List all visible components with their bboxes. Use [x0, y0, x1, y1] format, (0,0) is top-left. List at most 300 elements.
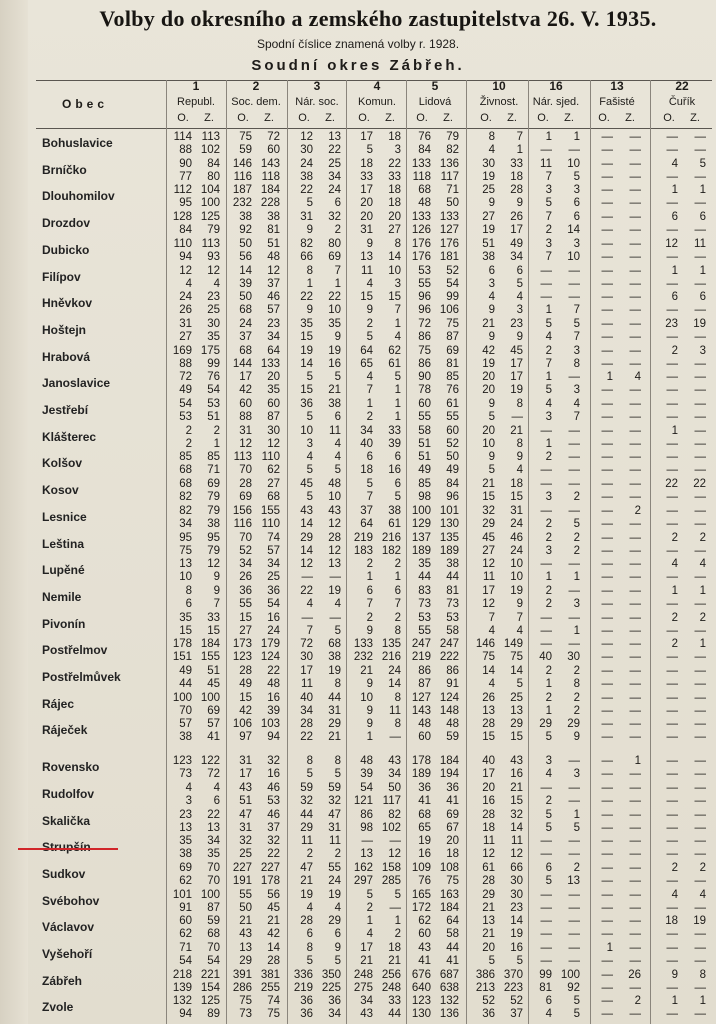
vote-1935-zeme: — — [694, 808, 706, 821]
vote-1928-okres: 31 — [239, 821, 252, 834]
vote-1928-zeme: 25 — [267, 571, 280, 584]
vote-1935-okres: 5 — [366, 888, 373, 901]
vote-1935-zeme: 135 — [381, 638, 401, 651]
vote-1935-okres: 27 — [482, 211, 495, 224]
vote-1935-okres: — — [601, 691, 613, 704]
vote-1935-okres: 2 — [366, 317, 373, 330]
vote-1928-okres: — — [601, 704, 613, 717]
vote-1928-okres: 6 — [185, 597, 192, 610]
vote-1935-okres: 52 — [482, 995, 495, 1008]
vote-1928-okres: 49 — [239, 678, 252, 690]
vote-1935-zeme: — — [629, 691, 641, 704]
vote-1935-zeme: — — [629, 157, 641, 170]
vote-1928-zeme: 182 — [381, 544, 401, 557]
vote-1935-okres: — — [540, 638, 552, 651]
vote-1928-okres: — — [601, 678, 613, 690]
vote-1928-okres: 7 — [366, 491, 373, 504]
vote-1928-zeme: — — [568, 848, 580, 861]
vote-1928-okres: 640 — [411, 981, 431, 994]
vote-1935-okres: 100 — [172, 691, 192, 704]
vote-1935-okres: 36 — [300, 398, 313, 410]
vote-1928-zeme: 24 — [510, 544, 523, 557]
vote-1928-zeme: 67 — [446, 821, 459, 834]
vote-1928-zeme: 94 — [267, 731, 280, 744]
vote-1928-okres: — — [666, 330, 678, 343]
vote-1935-zeme: 19 — [328, 665, 341, 677]
vote-1928-zeme: 9 — [516, 597, 523, 610]
vote-1935-okres: 68 — [239, 344, 252, 357]
vote-1928-zeme: 2 — [573, 491, 580, 504]
vote-1935-okres: 1 — [606, 942, 613, 954]
vote-1935-okres: 187 — [232, 184, 252, 197]
vote-1928-okres: 144 — [232, 357, 252, 370]
vote-1935-zeme: 100 — [200, 888, 220, 901]
vote-1935-zeme: 43 — [388, 755, 401, 768]
vote-1935-zeme: 101 — [439, 504, 459, 517]
vote-1928-zeme: — — [629, 197, 641, 210]
vote-1928-zeme: — — [694, 491, 706, 504]
vote-1928-zeme: 52 — [446, 437, 459, 450]
vote-1935-zeme: 47 — [328, 808, 341, 821]
vote-1928-zeme: — — [694, 955, 706, 967]
vote-1935-okres: 49 — [179, 665, 192, 677]
vote-1935-okres: — — [601, 531, 613, 544]
vote-1935-zeme: 10 — [388, 264, 401, 277]
vote-1928-zeme: 148 — [439, 704, 459, 717]
vote-1928-okres: 38 — [179, 848, 192, 861]
vote-1928-okres: — — [666, 277, 678, 290]
vote-1935-okres: 113 — [233, 451, 252, 464]
vote-1935-okres: — — [666, 398, 678, 410]
vote-1928-okres: 10 — [179, 571, 192, 584]
vote-1935-zeme: 4 — [699, 888, 706, 901]
vote-1928-zeme: 6 — [573, 197, 580, 210]
vote-1928-zeme: 61 — [388, 517, 401, 530]
vote-1928-okres: — — [601, 277, 613, 290]
vote-1935-okres: 36 — [239, 584, 252, 597]
vote-1935-okres: — — [666, 781, 678, 794]
vote-1935-okres: 28 — [482, 808, 495, 821]
vote-1928-zeme: 37 — [510, 1008, 523, 1021]
vote-1928-okres: 55 — [418, 277, 431, 290]
vote-1928-okres: 6 — [306, 928, 313, 941]
vote-1928-zeme: 61 — [388, 357, 401, 370]
vote-1935-zeme: 2 — [213, 424, 220, 437]
vote-1928-okres: 2 — [366, 411, 373, 423]
vote-1935-okres: 20 — [482, 781, 495, 794]
vote-1935-zeme: — — [568, 942, 580, 954]
vote-1928-okres: — — [666, 901, 678, 914]
vote-1928-okres: 69 — [239, 491, 252, 504]
vote-1928-zeme: — — [629, 277, 641, 290]
vote-1928-zeme: — — [694, 357, 706, 370]
vote-1935-okres: 6 — [488, 264, 495, 277]
party-number-8: 13 — [610, 79, 624, 93]
vote-1935-okres: 2 — [671, 531, 678, 544]
vote-1935-zeme: 30 — [510, 888, 523, 901]
vote-1928-okres: — — [540, 277, 552, 290]
vote-1928-zeme: 178 — [260, 874, 280, 887]
municipality-name: Nemile — [42, 589, 82, 604]
vote-1935-zeme: 24 — [328, 184, 341, 197]
vote-1935-okres: 72 — [418, 317, 431, 330]
vote-1928-zeme: — — [629, 144, 641, 156]
vote-1928-okres: — — [540, 928, 552, 941]
vote-1935-okres: 85 — [418, 478, 431, 491]
vote-1928-okres: 5 — [366, 330, 373, 343]
vote-1935-zeme: 5 — [394, 371, 401, 384]
vote-1928-okres: 129 — [411, 517, 431, 530]
vote-1928-zeme: 79 — [207, 491, 220, 504]
vote-1935-zeme: 74 — [267, 995, 280, 1008]
vote-1935-zeme: — — [629, 317, 641, 330]
vote-1935-zeme: 2 — [573, 531, 580, 544]
vote-1935-zeme: — — [694, 504, 706, 517]
vote-1935-okres: 96 — [418, 291, 431, 304]
vote-1928-zeme: 117 — [382, 794, 401, 807]
vote-1935-zeme: 31 — [510, 504, 523, 517]
vote-1928-zeme: 28 — [267, 955, 280, 967]
vote-1935-okres: 4 — [306, 451, 313, 464]
vote-1935-zeme: 44 — [328, 691, 341, 704]
vote-1935-okres: 17 — [360, 942, 373, 954]
vote-1935-zeme: 70 — [207, 942, 220, 954]
vote-1928-okres: 81 — [539, 981, 552, 994]
vote-1935-zeme: — — [568, 451, 580, 464]
vote-1935-okres: 133 — [353, 638, 373, 651]
vote-1928-zeme: 5 — [516, 678, 523, 690]
vote-1928-okres: 34 — [300, 704, 313, 717]
vote-1935-okres: — — [540, 835, 552, 848]
vote-1928-okres: 219 — [293, 981, 313, 994]
vote-1935-zeme: 143 — [260, 157, 280, 170]
vote-1928-okres: 60 — [418, 928, 431, 941]
vote-1935-zeme: 46 — [510, 531, 523, 544]
vote-1935-zeme: 2 — [573, 665, 580, 677]
vote-1935-zeme: 5 — [573, 995, 580, 1008]
vote-1928-zeme: 6 — [334, 411, 341, 423]
vote-1935-zeme: 33 — [510, 157, 523, 170]
vote-1928-zeme: 8 — [573, 357, 580, 370]
vote-1935-zeme: 33 — [207, 611, 220, 624]
vote-1928-zeme: 5 — [573, 1008, 580, 1021]
vote-1928-zeme: 4 — [334, 437, 341, 450]
vote-1935-zeme: 53 — [207, 398, 220, 410]
vote-1928-zeme: 10 — [328, 491, 341, 504]
vote-1928-zeme: — — [629, 571, 641, 584]
vote-1935-zeme: 50 — [388, 781, 401, 794]
vote-1935-okres: — — [540, 888, 552, 901]
municipality-name: Lesnice — [42, 509, 87, 524]
vote-1928-okres: 52 — [239, 544, 252, 557]
vote-1928-zeme: 14 — [388, 678, 401, 690]
vote-1928-okres: — — [601, 170, 613, 183]
vote-1935-okres: — — [666, 371, 678, 384]
vote-1928-okres: 1 — [545, 437, 552, 450]
vote-1935-okres: — — [540, 478, 552, 491]
vote-1928-zeme: — — [629, 794, 641, 807]
vote-1928-zeme: 89 — [207, 1008, 220, 1021]
vote-1935-zeme: 14 — [510, 915, 523, 928]
vote-1928-zeme: 5 — [516, 955, 523, 967]
vote-1928-zeme: 24 — [328, 874, 341, 887]
vote-1928-okres: — — [666, 597, 678, 610]
vote-1928-okres: — — [601, 384, 613, 397]
vote-1935-okres: 53 — [418, 611, 431, 624]
vote-1928-okres: 34 — [179, 517, 192, 530]
vote-1928-okres: 68 — [179, 464, 192, 477]
vote-1935-zeme: 5 — [394, 888, 401, 901]
municipality-name: Leština — [42, 536, 85, 551]
vote-1935-zeme: 20 — [267, 371, 280, 384]
vote-1935-okres: 8 — [488, 131, 495, 143]
vote-1928-okres: 18 — [482, 821, 495, 834]
vote-1928-zeme: 79 — [207, 544, 220, 557]
vote-1935-okres: 64 — [360, 344, 373, 357]
vote-1935-okres: 4 — [671, 157, 678, 170]
vote-1935-zeme: 34 — [207, 835, 220, 848]
vote-1935-zeme: 11 — [329, 424, 341, 437]
vote-1928-okres: — — [601, 144, 613, 156]
vote-1928-okres: 84 — [179, 224, 192, 237]
vote-1928-okres: 5 — [545, 197, 552, 210]
vote-1935-zeme: 350 — [321, 968, 341, 981]
vote-1935-okres: 36 — [300, 995, 313, 1008]
page-left-edge — [0, 0, 28, 1024]
vote-1928-zeme: 34 — [328, 170, 341, 183]
vote-1935-okres: 386 — [475, 968, 495, 981]
vote-1928-okres: 31 — [360, 224, 373, 237]
vote-1935-okres: 123 — [411, 995, 431, 1008]
vote-1935-okres: — — [666, 718, 678, 731]
vote-1928-okres: 87 — [418, 678, 431, 690]
vote-1935-okres: 90 — [179, 157, 192, 170]
vote-1928-zeme: 130 — [439, 517, 459, 530]
vote-1928-zeme: 1 — [394, 571, 401, 584]
vote-1935-zeme: 19 — [693, 915, 706, 928]
vote-1935-zeme: 64 — [267, 344, 280, 357]
vote-1935-zeme: 51 — [267, 237, 280, 250]
vote-1935-okres: 62 — [418, 915, 431, 928]
municipality-name: Jestřebí — [42, 403, 89, 417]
vote-1935-zeme: 103 — [260, 718, 280, 731]
vote-1928-okres: 7 — [306, 624, 313, 637]
vote-1928-okres: 27 — [239, 624, 252, 637]
vote-1928-zeme: — — [694, 330, 706, 343]
vote-1935-zeme: 16 — [510, 942, 523, 954]
vote-1928-okres: 7 — [366, 384, 373, 397]
vote-1928-zeme: 48 — [267, 250, 280, 263]
municipality-name: Drozdov — [42, 216, 90, 231]
vote-1935-okres: 50 — [239, 291, 252, 304]
municipality-name: Janoslavice — [42, 376, 111, 391]
vote-1928-zeme: 255 — [260, 981, 280, 994]
vote-1935-okres: 8 — [185, 584, 192, 597]
vote-1935-zeme: — — [329, 611, 341, 624]
vote-1935-zeme: — — [629, 611, 641, 624]
column-separator — [466, 80, 467, 1024]
vote-1935-zeme: 62 — [388, 344, 401, 357]
vote-1928-zeme: 31 — [328, 821, 341, 834]
vote-1928-okres: 75 — [179, 544, 192, 557]
vote-1935-zeme: 135 — [439, 531, 459, 544]
vote-1935-zeme: 1 — [699, 584, 706, 597]
vote-1928-zeme: — — [694, 250, 706, 263]
vote-1935-zeme: 85 — [446, 371, 459, 384]
vote-1928-zeme: 45 — [267, 901, 280, 914]
vote-1935-okres: 53 — [418, 264, 431, 277]
vote-1928-zeme: 7 — [213, 597, 220, 610]
vote-1935-zeme: 18 — [388, 184, 401, 197]
municipality-name: Klášterec — [42, 429, 97, 444]
vote-1935-zeme: 99 — [446, 291, 459, 304]
vote-1928-zeme: — — [568, 464, 580, 477]
vote-1935-okres: 54 — [179, 398, 192, 410]
vote-1928-okres: 2 — [545, 597, 552, 610]
vote-1935-okres: — — [666, 665, 678, 677]
vote-1928-okres: 59 — [239, 144, 252, 156]
vote-1935-okres: 29 — [482, 888, 495, 901]
vote-1928-okres: 9 — [366, 624, 373, 637]
vote-1935-okres: 34 — [239, 558, 252, 571]
vote-1935-zeme: 66 — [510, 861, 523, 874]
vote-1928-zeme: 44 — [388, 1008, 401, 1021]
vote-1928-okres: 88 — [179, 144, 192, 156]
vote-1935-zeme: 48 — [446, 718, 459, 731]
vote-1928-zeme: — — [629, 357, 641, 370]
vote-1928-zeme: — — [568, 437, 580, 450]
vote-1928-okres: 17 — [239, 768, 252, 781]
vote-1928-zeme: 27 — [388, 224, 401, 237]
vote-1935-okres: 13 — [482, 915, 495, 928]
vote-1935-zeme: 227 — [260, 861, 280, 874]
vote-1935-zeme: 6 — [516, 264, 523, 277]
vote-1928-zeme: — — [629, 517, 641, 530]
vote-1935-zeme: — — [694, 755, 706, 768]
vote-1928-zeme: 30 — [567, 651, 580, 664]
vote-1935-zeme: 71 — [446, 184, 459, 197]
vote-1935-zeme: — — [629, 718, 641, 731]
vote-1935-okres: — — [540, 915, 552, 928]
vote-1928-okres: 29 — [482, 517, 495, 530]
vote-1935-okres: 28 — [482, 718, 495, 731]
vote-1935-zeme: — — [568, 558, 580, 571]
vote-1928-okres: 5 — [545, 821, 552, 834]
vote-1935-zeme: — — [629, 584, 641, 597]
vote-1935-zeme: 8 — [334, 755, 341, 768]
vote-1935-zeme: 81 — [446, 584, 459, 597]
vote-1928-okres: 55 — [418, 411, 431, 423]
vote-1935-okres: 48 — [360, 755, 373, 768]
vote-1935-okres: 100 — [411, 504, 431, 517]
vote-1928-zeme: 82 — [446, 144, 459, 156]
vote-1935-okres: 28 — [239, 665, 252, 677]
vote-1935-zeme: 370 — [503, 968, 523, 981]
vote-1928-zeme: — — [629, 250, 641, 263]
vote-1935-okres: 2 — [671, 611, 678, 624]
vote-1935-okres: 76 — [418, 131, 431, 143]
vote-1928-okres: 51 — [418, 437, 431, 450]
vote-1935-okres: 5 — [366, 478, 373, 491]
vote-1935-zeme: 25 — [328, 157, 341, 170]
vote-1928-okres: 98 — [418, 491, 431, 504]
vote-1928-zeme: 5 — [516, 277, 523, 290]
page-title: Volby do okresního a zemského zastupitelstva 26. V. 1935. — [99, 6, 657, 31]
vote-1928-okres: 183 — [353, 544, 373, 557]
vote-1935-okres: 9 — [671, 968, 678, 981]
vote-1928-okres: 3 — [306, 437, 313, 450]
vote-1928-okres: 9 — [306, 224, 313, 237]
vote-1928-zeme: 16 — [267, 768, 280, 781]
vote-1928-okres: 14 — [300, 357, 313, 370]
vote-1935-zeme: 34 — [267, 558, 280, 571]
vote-1928-okres: — — [601, 768, 613, 781]
vote-1935-zeme: 46 — [267, 291, 280, 304]
vote-1928-zeme: — — [694, 624, 706, 637]
vote-1928-zeme: 19 — [510, 928, 523, 941]
vote-1935-zeme: 50 — [446, 451, 459, 464]
vote-1935-zeme: 26 — [628, 968, 641, 981]
vote-1935-okres: 1 — [671, 995, 678, 1008]
vote-1928-zeme: 2 — [573, 704, 580, 717]
vote-1935-okres: 219 — [353, 531, 373, 544]
vote-1935-okres: 68 — [179, 478, 192, 491]
vote-1935-okres: 6 — [545, 861, 552, 874]
vote-1935-okres: 2 — [671, 861, 678, 874]
vote-1935-zeme: 84 — [207, 157, 220, 170]
vote-1928-zeme: 118 — [261, 170, 280, 183]
vote-1935-zeme: — — [629, 237, 641, 250]
vote-1928-okres: 5 — [545, 874, 552, 887]
vote-1935-okres: 24 — [179, 291, 192, 304]
vote-1928-zeme: 51 — [207, 411, 220, 423]
vote-1928-zeme: — — [694, 928, 706, 941]
vote-1935-okres: 32 — [482, 504, 495, 517]
vote-1935-zeme: 122 — [200, 755, 220, 768]
vote-1928-zeme: 19 — [510, 384, 523, 397]
vote-1935-okres: — — [601, 451, 613, 464]
vote-1935-okres: 109 — [411, 861, 431, 874]
vote-1935-okres: 72 — [300, 638, 313, 651]
vote-1928-zeme: 223 — [503, 981, 523, 994]
vote-1935-zeme: 11 — [511, 835, 523, 848]
vote-1935-zeme: 32 — [267, 755, 280, 768]
vote-1928-okres: — — [601, 517, 613, 530]
vote-1928-okres: 38 — [179, 731, 192, 744]
vote-1935-zeme: 86 — [446, 665, 459, 677]
vote-1935-zeme: — — [568, 291, 580, 304]
vote-1928-okres: — — [666, 464, 678, 477]
vote-1935-okres: 336 — [293, 968, 313, 981]
vote-1928-zeme: 80 — [207, 170, 220, 183]
vote-1935-zeme: — — [629, 915, 641, 928]
vote-1935-zeme: — — [629, 291, 641, 304]
vote-1928-okres: 15 — [482, 491, 495, 504]
zemske-label: Z. — [690, 112, 700, 124]
vote-1935-okres: 4 — [488, 291, 495, 304]
vote-1928-okres: 92 — [239, 224, 252, 237]
vote-1935-zeme: 45 — [510, 344, 523, 357]
vote-1928-okres: — — [601, 304, 613, 317]
vote-1928-zeme: 5 — [334, 955, 341, 967]
vote-1928-zeme: — — [694, 197, 706, 210]
zemske-label: Z. — [625, 112, 635, 124]
vote-1928-okres: 98 — [360, 821, 373, 834]
vote-1935-zeme: 21 — [510, 424, 523, 437]
vote-1928-okres: 5 — [306, 955, 313, 967]
vote-1935-zeme: 13 — [328, 558, 341, 571]
vote-1935-zeme: — — [694, 691, 706, 704]
